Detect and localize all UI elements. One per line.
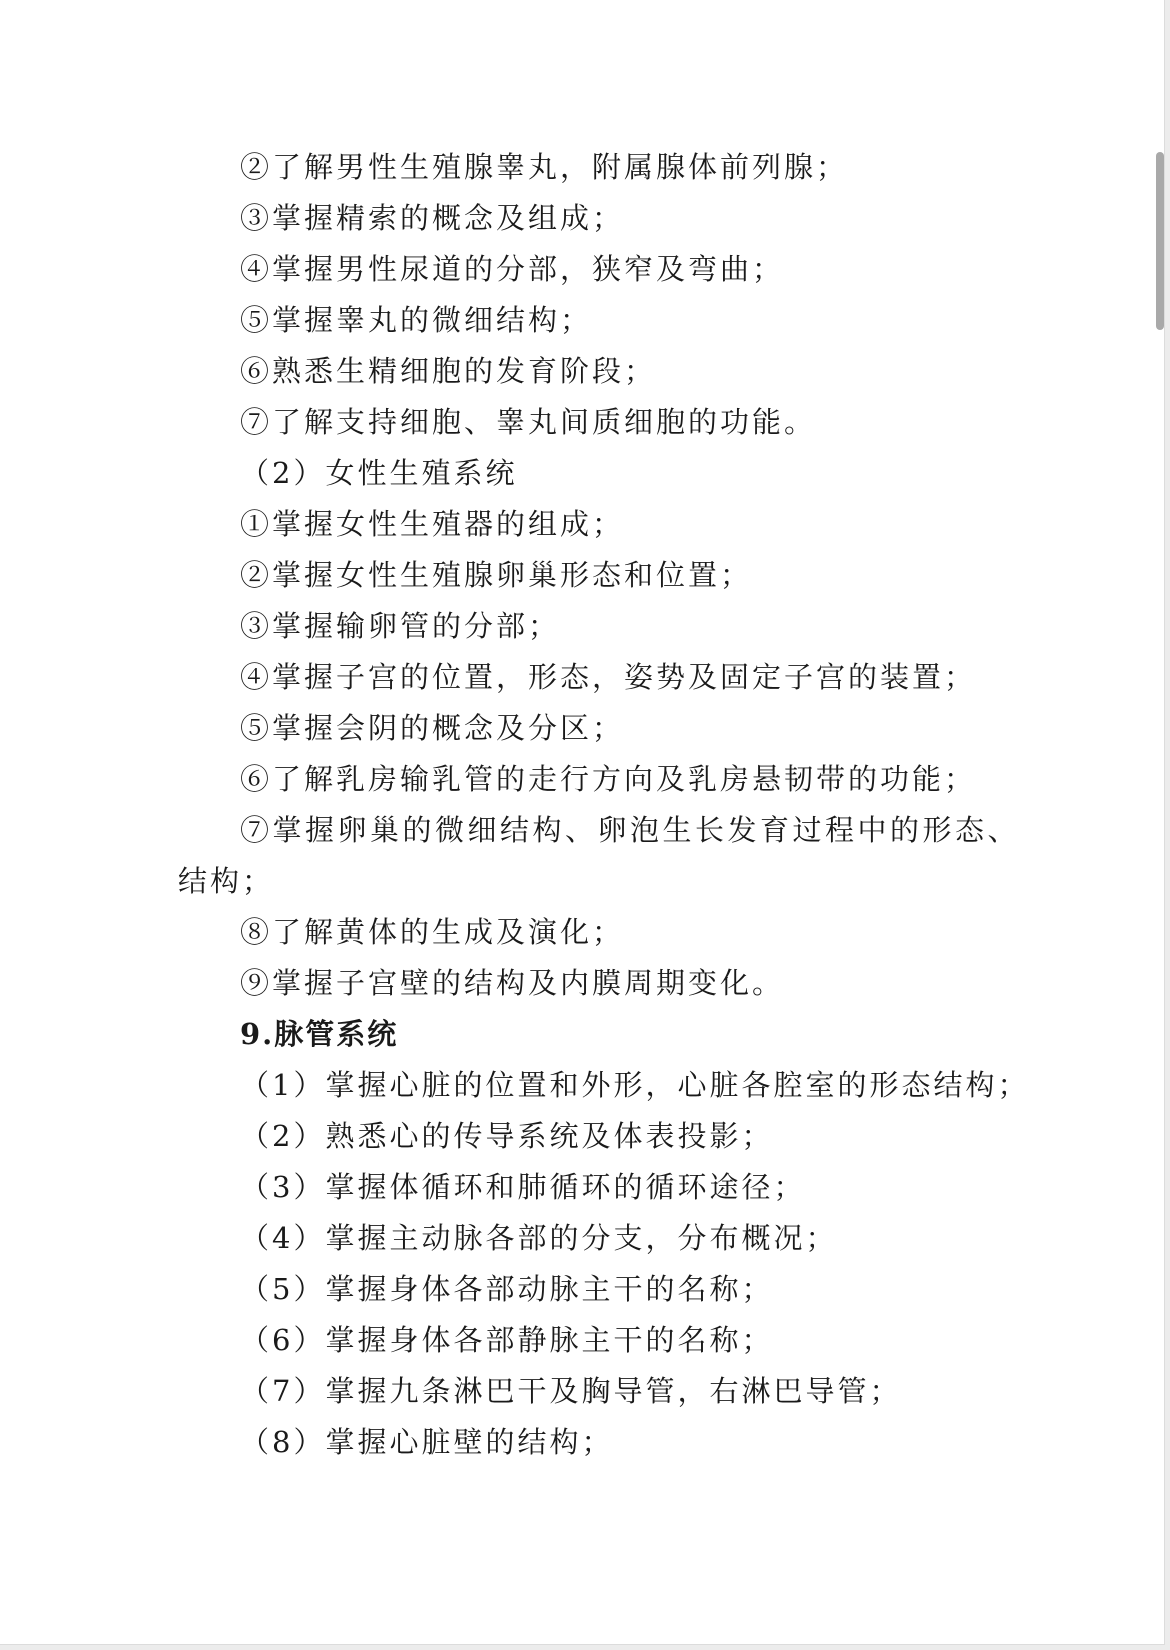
list-item-female-5: ⑤掌握会阴的概念及分区；: [240, 711, 625, 745]
list-item-male-5: ⑤掌握睾丸的微细结构；: [240, 303, 593, 337]
list-item-vascular-2: （2）熟悉心的传导系统及体表投影；: [240, 1119, 774, 1153]
list-item-male-3: ③掌握精索的概念及组成；: [240, 201, 625, 235]
list-item-vascular-6: （6）掌握身体各部静脉主干的名称；: [240, 1323, 774, 1357]
list-item-female-7: ⑦掌握卵巢的微细结构、卵泡生长发育过程中的形态、: [240, 813, 1021, 847]
list-item-male-2: ②了解男性生殖腺睾丸，附属腺体前列腺；: [240, 150, 849, 184]
section-heading-vascular: 9.脉管系统: [240, 1017, 399, 1051]
vertical-scrollbar[interactable]: [1156, 152, 1164, 330]
list-item-male-4: ④掌握男性尿道的分部，狭窄及弯曲；: [240, 252, 785, 286]
list-item-vascular-5: （5）掌握身体各部动脉主干的名称；: [240, 1272, 774, 1306]
list-item-female-4: ④掌握子宫的位置，形态，姿势及固定子宫的装置；: [240, 660, 977, 694]
list-item-female-2: ②掌握女性生殖腺卵巢形态和位置；: [240, 558, 753, 592]
list-item-vascular-3: （3）掌握体循环和肺循环的循环途径；: [240, 1170, 806, 1204]
list-item-female-7-continued: 结构；: [178, 864, 275, 898]
list-item-female-6: ⑥了解乳房输乳管的走行方向及乳房悬韧带的功能；: [240, 762, 977, 796]
list-item-female-3: ③掌握输卵管的分部；: [240, 609, 561, 643]
list-item-vascular-1: （1）掌握心脏的位置和外形，心脏各腔室的形态结构；: [240, 1068, 1030, 1102]
list-item-male-6: ⑥熟悉生精细胞的发育阶段；: [240, 354, 657, 388]
list-item-vascular-8: （8）掌握心脏壁的结构；: [240, 1425, 614, 1459]
list-item-female-8: ⑧了解黄体的生成及演化；: [240, 915, 625, 949]
list-item-female-9: ⑨掌握子宫壁的结构及内膜周期变化。: [240, 966, 785, 1000]
subsection-heading-female: （2）女性生殖系统: [240, 456, 518, 490]
document-body: [178, 142, 1030, 1468]
list-item-female-1: ①掌握女性生殖器的组成；: [240, 507, 625, 541]
list-item-male-7: ⑦了解支持细胞、睾丸间质细胞的功能。: [240, 405, 817, 439]
list-item-vascular-7: （7）掌握九条淋巴干及胸导管，右淋巴导管；: [240, 1374, 902, 1408]
list-item-vascular-4: （4）掌握主动脉各部的分支，分布概况；: [240, 1221, 838, 1255]
